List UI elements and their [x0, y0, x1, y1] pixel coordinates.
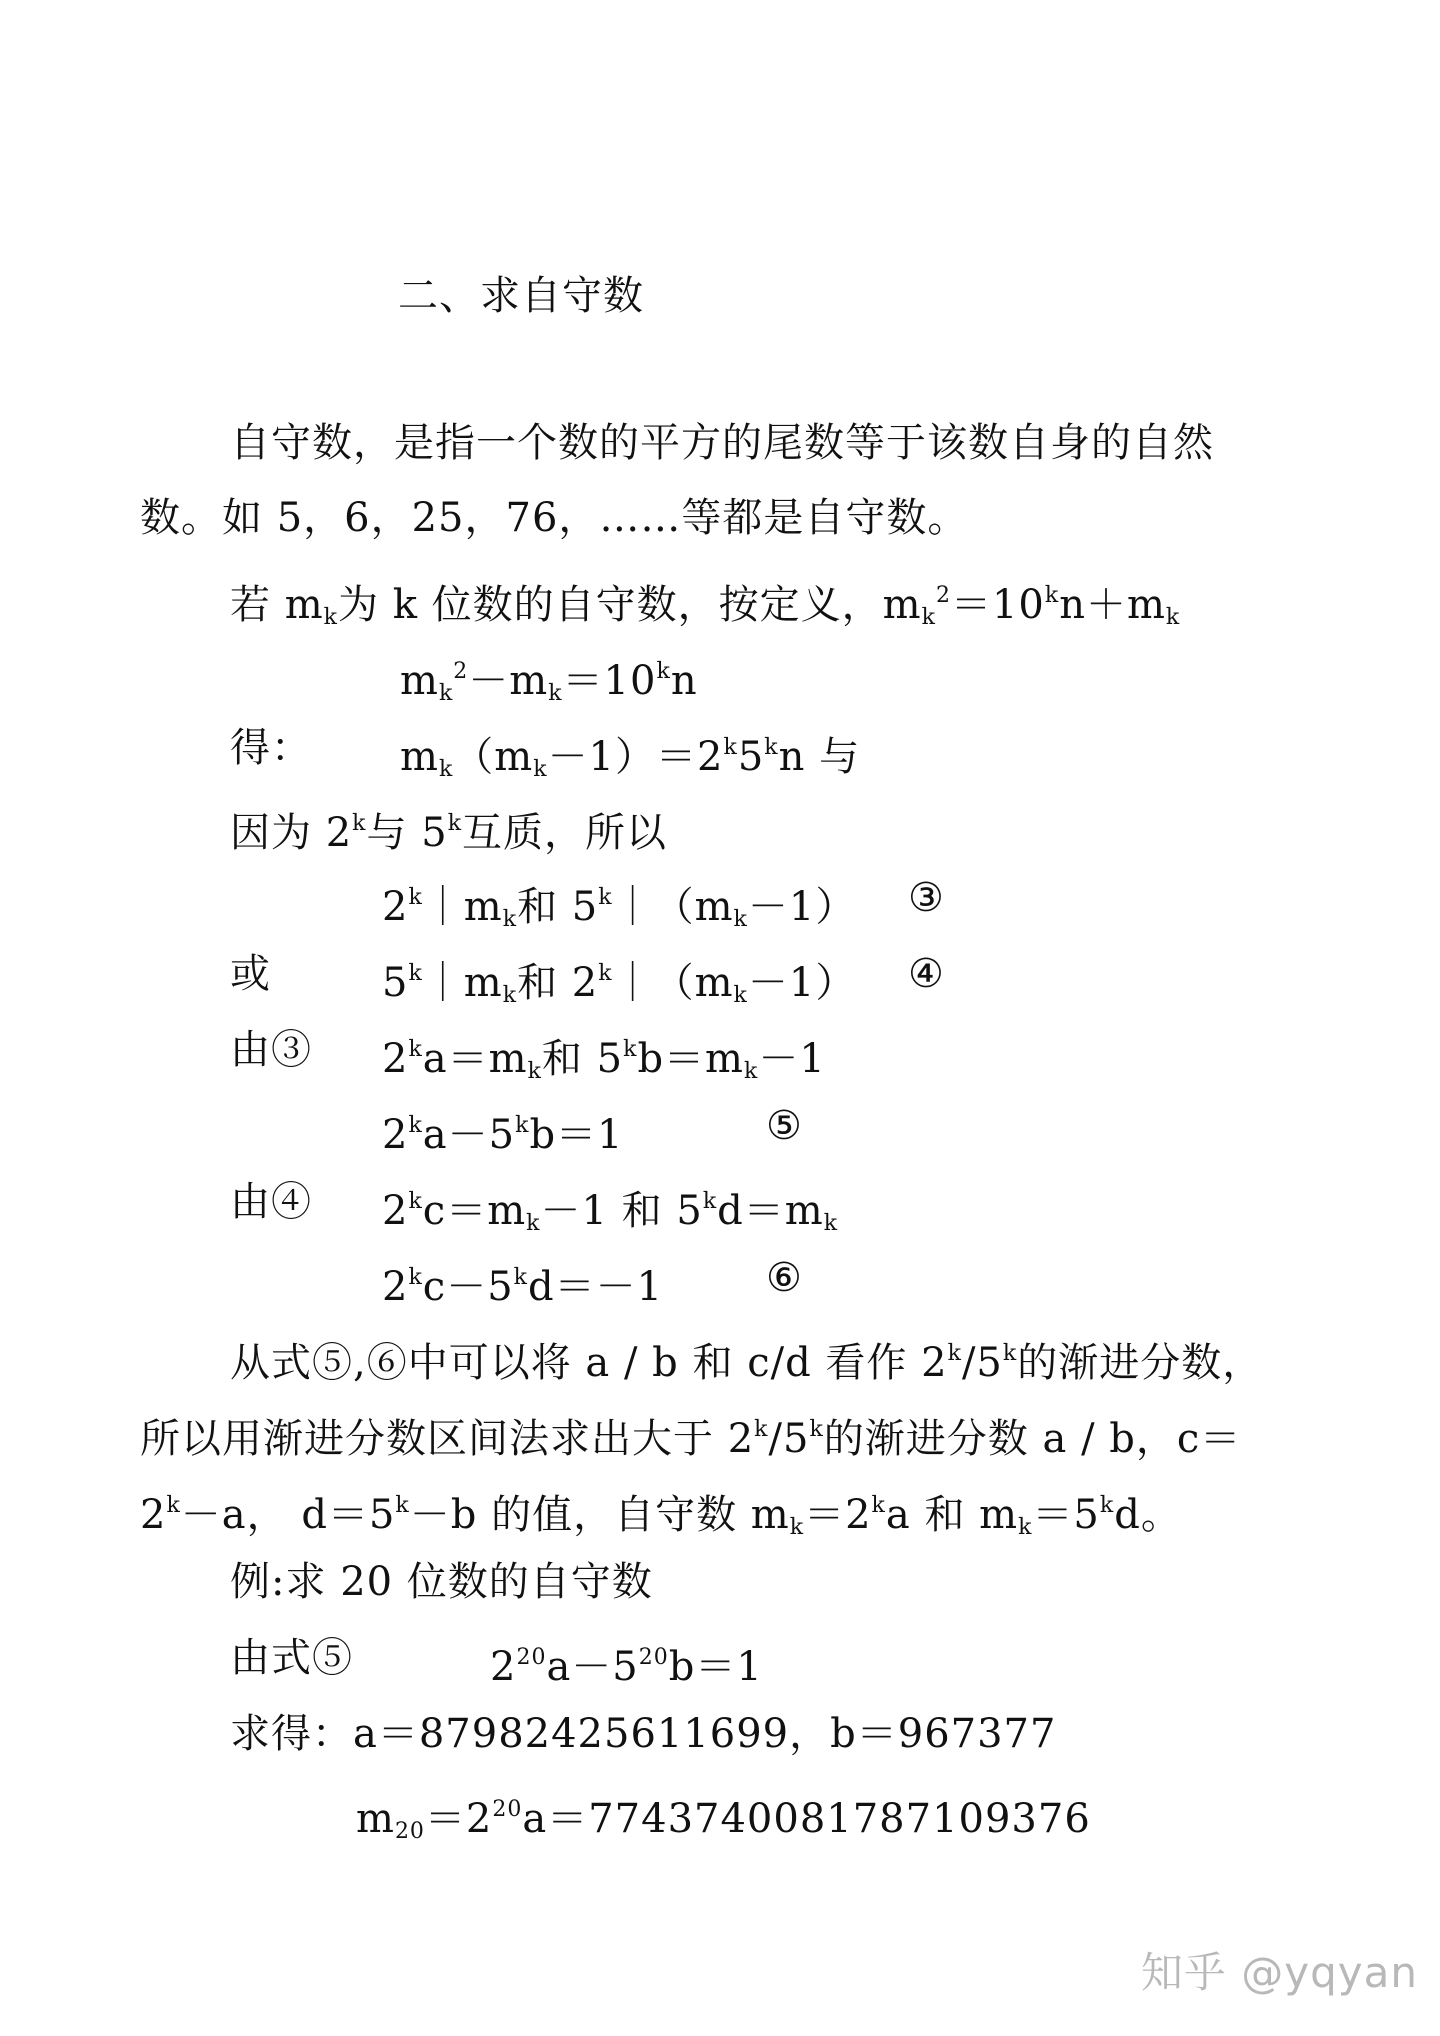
divisibility-case-4: $5^k|m_k$和 $2^k|(m_k-1)$ — [382, 960, 857, 1008]
line-label-from-4: 由④ — [230, 1179, 312, 1225]
equation-marker-3: ③ — [908, 875, 945, 921]
method-line-2: 所以用渐进分数区间法求出大于 2$^k$/5$^k$的渐进分数 a / b，c＝ — [140, 1416, 1242, 1462]
formula-from-3: $2^ka=m_k$和 $5^kb=m_k-1$ — [382, 1036, 826, 1084]
line-label-from-eq5: 由式⑤ — [230, 1635, 353, 1681]
formula-eq5: $2^ka-5^kb=1$ — [382, 1112, 624, 1158]
method-line-3: $2^k-a$， $d=5^k-b$ 的值，自守数 $m_k=2^ka$ 和 $m_k=5^kd$。 — [140, 1492, 1182, 1540]
equation-marker-4: ④ — [908, 951, 945, 997]
formula-eq6: $2^kc-5^kd=-1$ — [382, 1264, 664, 1310]
equation-marker-6: ⑥ — [766, 1255, 803, 1301]
divisibility-case-3: $2^k|m_k$和 $5^k|(m_k-1)$ — [382, 884, 857, 932]
line-label-de: 得： — [230, 725, 312, 771]
method-line-1: 从式⑤,⑥中可以将 a / b 和 c/d 看作 2$^k$/5$^k$的渐进分数， — [230, 1340, 1264, 1386]
definition-line-2: 数。如 5，6，25，76，……等都是自守数。 — [140, 495, 969, 541]
example-heading: 例:求 20 位数的自守数 — [230, 1559, 653, 1605]
formula-definition: 若 $m_k$为 k 位数的自守数，按定义，$m_k^2=10^kn+m_k$ — [230, 582, 1181, 630]
formula-from-4: $2^kc=m_k-1$ 和 $5^kd=m_k$ — [382, 1188, 839, 1236]
line-label-from-3: 由③ — [230, 1027, 312, 1073]
section-heading: 二、求自守数 — [398, 273, 644, 319]
formula-rearranged: $m_k^2-m_k=10^kn$ — [400, 658, 698, 706]
formula-factored: $m_k(m_k-1)=2^k5^kn$ 与 — [400, 734, 861, 782]
line-label-huo: 或 — [230, 951, 271, 997]
example-result: $m_{20}=2^{20}a=7743740081787109376$ — [356, 1796, 1091, 1844]
example-equation: $2^{20}a-5^{20}b=1$ — [490, 1644, 763, 1690]
example-solution: 求得：a＝87982425611699，b＝967377 — [230, 1711, 1057, 1757]
equation-marker-5: ⑤ — [766, 1103, 803, 1149]
watermark: 知乎 @yqyan — [1140, 1948, 1418, 1997]
definition-line-1: 自守数，是指一个数的平方的尾数等于该数自身的自然 — [230, 420, 1214, 466]
coprime-statement: 因为 2$^k$与 5$^k$互质，所以 — [230, 810, 668, 856]
